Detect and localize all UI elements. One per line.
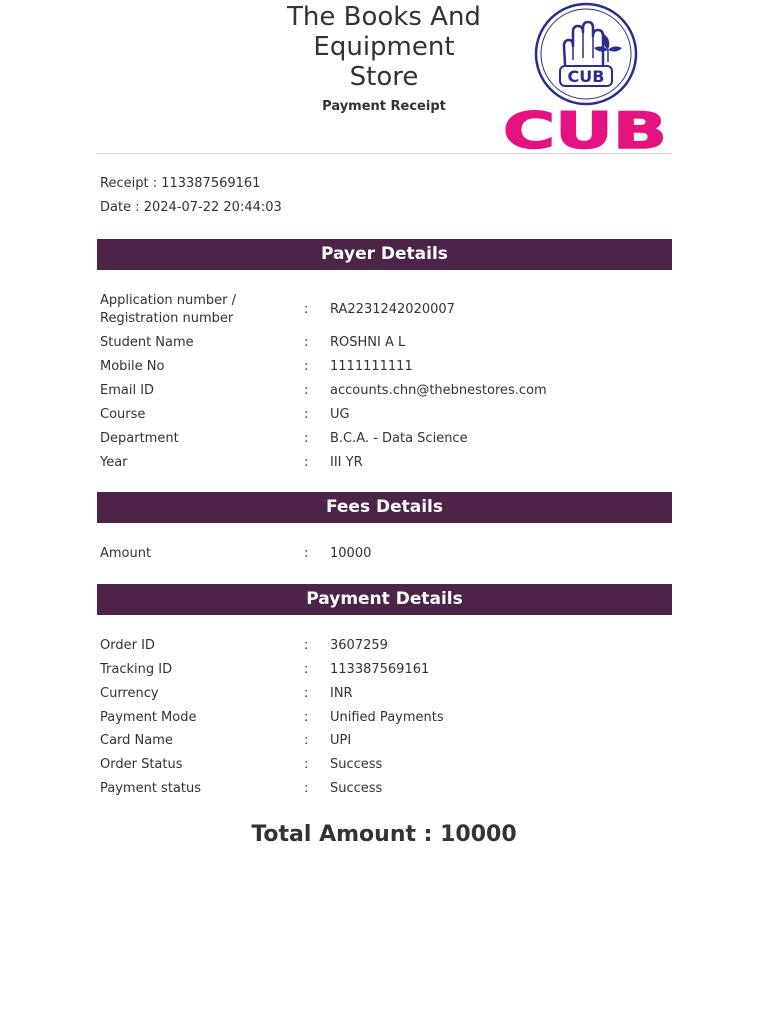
- row-separator: :: [304, 455, 309, 470]
- row-separator: :: [304, 781, 309, 796]
- row-value: Unified Payments: [330, 710, 444, 725]
- row-value: UG: [330, 407, 350, 422]
- store-title: [264, 2, 504, 92]
- row-label: Tracking ID: [100, 662, 173, 677]
- row-label: Order Status: [100, 757, 183, 772]
- row-value: RA2231242020007: [330, 302, 455, 317]
- row-label: Order ID: [100, 638, 155, 653]
- row-separator: :: [304, 546, 309, 561]
- store-title-line-1: The Books And: [287, 2, 481, 32]
- row-value: UPI: [330, 733, 352, 748]
- row-label: Email ID: [100, 383, 155, 398]
- row-label: Year: [100, 455, 128, 470]
- payment-details-heading: Payment Details: [97, 584, 672, 615]
- row-separator: :: [304, 383, 309, 398]
- row-label-line-1: Application number /: [100, 293, 237, 308]
- row-value: III YR: [330, 455, 363, 470]
- row-label: Course: [100, 407, 146, 422]
- receipt-date: Date : 2024-07-22 20:44:03: [100, 200, 282, 215]
- row-value: 1111111111: [330, 359, 413, 374]
- cub-badge-text: CUB: [567, 67, 605, 86]
- row-label: Payment Mode: [100, 710, 197, 725]
- row-separator: :: [304, 335, 309, 350]
- row-label: Mobile No: [100, 359, 165, 374]
- store-title-line-2: Equipment: [313, 32, 455, 62]
- row-value: 113387569161: [330, 662, 430, 677]
- row-separator: :: [304, 662, 309, 677]
- row-separator: :: [304, 710, 309, 725]
- row-separator: :: [304, 302, 309, 317]
- row-separator: :: [304, 431, 309, 446]
- row-separator: :: [304, 686, 309, 701]
- row-value: ROSHNI A L: [330, 335, 406, 350]
- row-value: INR: [330, 686, 353, 701]
- row-value: accounts.chn@thebnestores.com: [330, 383, 547, 398]
- row-separator: :: [304, 359, 309, 374]
- row-label-line-2: Registration number: [100, 311, 234, 326]
- receipt-subtitle: Payment Receipt: [322, 99, 446, 114]
- row-value: 10000: [330, 546, 372, 561]
- store-title-line-3: Store: [349, 62, 419, 92]
- row-value: Success: [330, 781, 383, 796]
- row-label: Department: [100, 431, 179, 446]
- total-amount: Total Amount : 10000: [251, 822, 517, 847]
- cub-logo: [500, 2, 670, 154]
- row-separator: :: [304, 407, 309, 422]
- payer-details-heading: Payer Details: [97, 239, 672, 270]
- row-value: 3607259: [330, 638, 388, 653]
- header-divider: [97, 153, 672, 154]
- row-label: Amount: [100, 546, 152, 561]
- row-value: B.C.A. - Data Science: [330, 431, 468, 446]
- row-label: Student Name: [100, 335, 194, 350]
- row-label: [100, 292, 300, 328]
- row-separator: :: [304, 757, 309, 772]
- row-label: Payment status: [100, 781, 201, 796]
- receipt-number: Receipt : 113387569161: [100, 176, 261, 191]
- receipt-header: [0, 0, 768, 156]
- row-label: Card Name: [100, 733, 173, 748]
- row-value: Success: [330, 757, 383, 772]
- row-separator: :: [304, 733, 309, 748]
- fees-details-heading: Fees Details: [97, 492, 672, 523]
- row-label: Currency: [100, 686, 159, 701]
- payer-row-application-number: [100, 292, 672, 328]
- cub-wordmark: CUB: [503, 102, 667, 154]
- row-separator: :: [304, 638, 309, 653]
